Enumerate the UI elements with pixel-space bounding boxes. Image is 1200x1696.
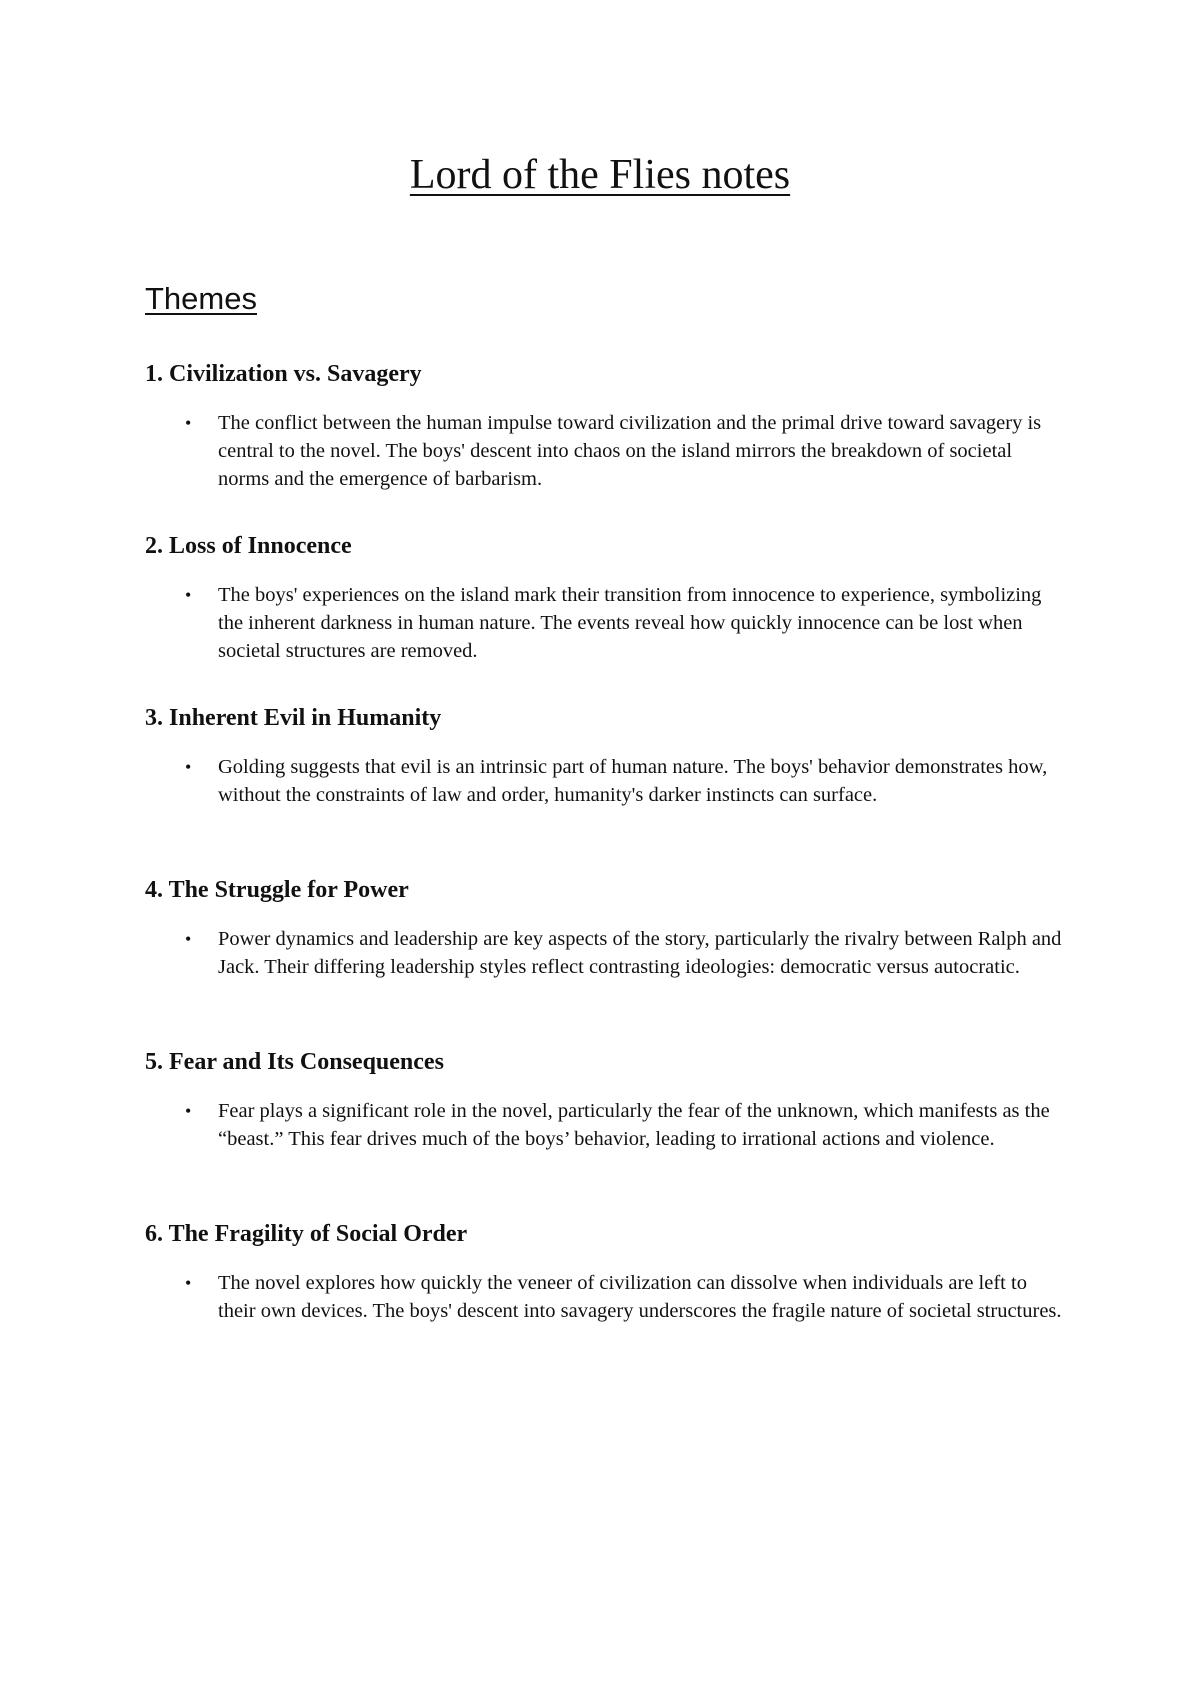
section-heading-themes: Themes	[145, 281, 257, 316]
theme-bullet-item	[145, 581, 1065, 665]
theme-bullet-list	[145, 753, 1065, 809]
theme-bullet-text: Power dynamics and leadership are key aspects of the story, particularly the rivalry between Ralph and Jack. Their differing leadership styles reflect contrasting ideologies: democratic versus autocratic.	[218, 928, 1062, 978]
bullet-icon: •	[185, 413, 192, 433]
theme-heading: 5. Fear and Its Consequences	[145, 1049, 444, 1075]
theme-heading: 4. The Struggle for Power	[145, 877, 409, 903]
theme-bullet-item	[145, 409, 1065, 493]
theme-bullet-list	[145, 1269, 1065, 1325]
theme-heading: 3. Inherent Evil in Humanity	[145, 705, 442, 731]
bullet-icon: •	[185, 1101, 192, 1121]
theme-bullet-item	[145, 1269, 1065, 1325]
theme-section	[145, 359, 1065, 493]
bullet-icon: •	[185, 929, 192, 949]
theme-bullet-text: The novel explores how quickly the veneer of civilization can dissolve when individuals are left to their own devices. The boys' descent into savagery underscores the fragile nature of societal structures.	[218, 1272, 1062, 1322]
theme-section	[145, 703, 1065, 809]
theme-section	[145, 531, 1065, 665]
theme-bullet-item	[145, 925, 1065, 981]
theme-bullet-list	[145, 409, 1065, 493]
theme-section	[145, 1219, 1065, 1325]
bullet-icon: •	[185, 757, 192, 777]
theme-bullet-list	[145, 1097, 1065, 1153]
theme-bullet-text: The conflict between the human impulse toward civilization and the primal drive toward savagery is central to the novel. The boys' descent into chaos on the island mirrors the breakdown of societal norms and the emergence of barbarism.	[218, 412, 1042, 490]
theme-section	[145, 1047, 1065, 1153]
theme-heading: 6. The Fragility of Social Order	[145, 1221, 468, 1247]
theme-bullet-text: Golding suggests that evil is an intrinsic part of human nature. The boys' behavior demonstrates how, without the constraints of law and order, humanity's darker instincts can surface.	[218, 756, 1048, 806]
bullet-icon: •	[185, 585, 192, 605]
theme-heading: 1. Civilization vs. Savagery	[145, 361, 422, 387]
theme-bullet-list	[145, 581, 1065, 665]
bullet-icon: •	[185, 1273, 192, 1293]
theme-bullet-list	[145, 925, 1065, 981]
theme-heading: 2. Loss of Innocence	[145, 533, 352, 559]
document-title: Lord of the Flies notes	[409, 152, 791, 198]
theme-bullet-text: The boys' experiences on the island mark their transition from innocence to experience, symbolizing the inherent darkness in human nature. The events reveal how quickly innocence can be lost when societal structures are removed.	[218, 584, 1042, 662]
theme-section	[145, 875, 1065, 981]
theme-bullet-item	[145, 753, 1065, 809]
theme-bullet-text: Fear plays a significant role in the novel, particularly the fear of the unknown, which manifests as the “beast.” This fear drives much of the boys’ behavior, leading to irrational actions and violence.	[218, 1100, 1050, 1150]
theme-bullet-item	[145, 1097, 1065, 1153]
